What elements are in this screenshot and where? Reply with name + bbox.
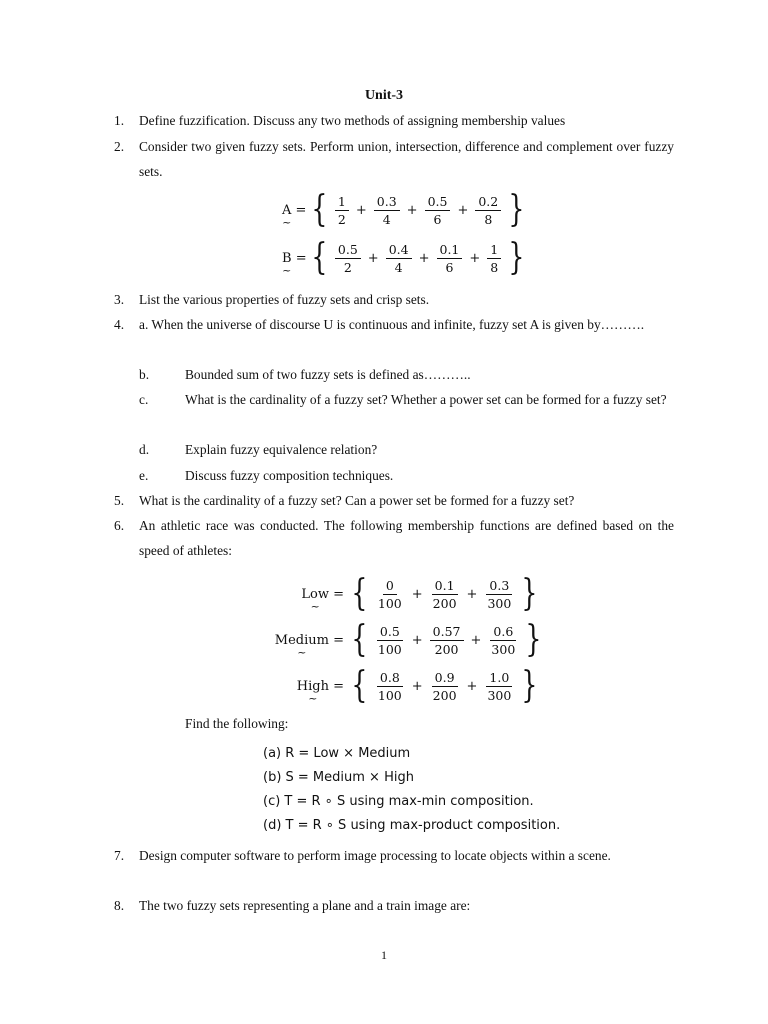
close-brace: } — [508, 189, 525, 230]
element-value: 8 — [484, 211, 493, 227]
element-value: 200 — [432, 687, 457, 703]
subpart-label: b. — [139, 367, 150, 382]
element-value: 100 — [377, 595, 402, 611]
question-5 — [114, 488, 674, 513]
set-equation-high: High ~ = { $\frac{0.8}{100}$ + $\frac{0.9}{200}$ + $\frac{1.0}{300}$ } — [268, 668, 541, 704]
set-name: A ~ — [282, 203, 291, 218]
membership-value: 0 — [383, 578, 397, 595]
question-text: List the various properties of fuzzy sets and crisp sets. — [139, 292, 430, 307]
question-7 — [114, 843, 674, 868]
membership-term — [487, 242, 501, 275]
membership-term — [475, 194, 501, 227]
membership-value: 1 — [487, 242, 501, 259]
element-value: 100 — [377, 687, 402, 703]
subpart-text: What is the cardinality of a fuzzy set? Whether a power set can be formed for a fuzzy set? — [185, 392, 667, 407]
membership-term — [484, 578, 514, 611]
element-value: 4 — [394, 259, 403, 275]
membership-term — [374, 194, 400, 227]
close-brace: } — [521, 573, 538, 614]
membership-term — [430, 670, 460, 703]
set-name: B ~ — [282, 251, 292, 266]
subpart-label: d. — [139, 442, 150, 457]
membership-value: 0.2 — [475, 194, 501, 211]
set-equation-low: Low ~ = { $\frac{0}{100}$ + $\frac{0.1}{200}$ + $\frac{0.3}{300}$ } — [268, 576, 541, 612]
element-value: 200 — [434, 641, 459, 657]
question-number: 5. — [114, 493, 125, 508]
plus-sign: + — [466, 586, 478, 602]
plus-sign: + — [470, 632, 482, 648]
question-number: 1. — [114, 113, 125, 128]
close-brace: } — [521, 665, 538, 706]
find-item-c: (c) T = R ∘ S using max-min composition. — [263, 794, 534, 809]
element-value: 300 — [491, 641, 516, 657]
question-number: 6. — [114, 518, 125, 533]
plus-sign: + — [457, 202, 469, 218]
question-text: Design computer software to perform image processing to locate objects within a scene. — [139, 848, 611, 863]
question-text: What is the cardinality of a fuzzy set? Can a power set be formed for a fuzzy set? — [139, 493, 575, 508]
element-value: 300 — [487, 687, 512, 703]
find-item-b: (b) S = Medium × High — [263, 770, 414, 785]
membership-term — [375, 624, 405, 657]
membership-term — [375, 578, 405, 611]
element-value: 4 — [382, 211, 391, 227]
question-4 — [114, 312, 674, 337]
open-brace: { — [351, 573, 368, 614]
membership-term — [375, 670, 405, 703]
find-item-d: (d) T = R ∘ S using max-product composition. — [263, 818, 561, 833]
page-title: Unit-3 — [364, 88, 404, 103]
element-value: 6 — [433, 211, 442, 227]
page-number: 1 — [381, 948, 387, 962]
membership-value: 0.5 — [335, 242, 361, 259]
membership-term — [425, 194, 451, 227]
membership-term — [335, 242, 361, 275]
question-text: Consider two given fuzzy sets. Perform union, intersection, difference and complement over fuzzy sets. — [139, 139, 674, 179]
plus-sign: + — [406, 202, 418, 218]
plus-sign: + — [469, 250, 481, 266]
subpart-c — [139, 387, 674, 412]
question-6 — [114, 513, 674, 563]
question-1 — [114, 108, 674, 133]
membership-value: 0.8 — [377, 670, 403, 687]
membership-term — [430, 578, 460, 611]
plus-sign: + — [411, 678, 423, 694]
plus-sign: + — [411, 632, 423, 648]
question-8 — [114, 893, 674, 918]
close-brace: } — [508, 237, 525, 278]
membership-term — [437, 242, 463, 275]
question-number: 2. — [114, 139, 125, 154]
question-number: 3. — [114, 292, 125, 307]
subpart-text: Explain fuzzy equivalence relation? — [185, 442, 378, 457]
plus-sign: + — [367, 250, 379, 266]
find-item-a: (a) R = Low × Medium — [263, 746, 411, 761]
membership-term — [488, 624, 518, 657]
membership-value: 0.6 — [490, 624, 516, 641]
question-number: 7. — [114, 848, 125, 863]
set-name: Low ~ — [301, 587, 329, 602]
subpart-text: Bounded sum of two fuzzy sets is defined as……….. — [185, 367, 471, 382]
plus-sign: + — [411, 586, 423, 602]
question-text: An athletic race was conducted. The following membership functions are defined based on the speed of athletes: — [139, 518, 674, 558]
element-value: 2 — [343, 259, 352, 275]
membership-term — [430, 624, 464, 657]
plus-sign: + — [418, 250, 430, 266]
close-brace: } — [525, 619, 542, 660]
plus-sign: + — [355, 202, 367, 218]
set-name: Medium ~ — [275, 633, 329, 648]
element-value: 2 — [337, 211, 346, 227]
question-2 — [114, 134, 674, 184]
question-text: Define fuzzification. Discuss any two methods of assigning membership values — [139, 113, 566, 128]
membership-value: 1 — [335, 194, 349, 211]
set-equation-medium: Medium ~ = { $\frac{0.5}{100}$ + $\frac{0.57}{200}$ + $\frac{0.6}{300}$ } — [268, 622, 545, 658]
membership-value: 0.1 — [437, 242, 463, 259]
plus-sign: + — [466, 678, 478, 694]
question-text: The two fuzzy sets representing a plane and a train image are: — [139, 898, 471, 913]
set-equation-b: B ~ = { $\frac{0.5}{2}$ + $\frac{0.4}{4}$ + $\frac{0.1}{6}$ + $\frac{1}{8}$ } — [282, 240, 528, 276]
question-text: a. When the universe of discourse U is continuous and infinite, fuzzy set A is given by………. — [139, 317, 645, 332]
membership-value: 0.5 — [377, 624, 403, 641]
question-3 — [114, 287, 674, 312]
membership-term — [386, 242, 412, 275]
element-value: 8 — [490, 259, 499, 275]
element-value: 6 — [445, 259, 454, 275]
open-brace: { — [311, 189, 328, 230]
subpart-text: Discuss fuzzy composition techniques. — [185, 468, 394, 483]
question-number: 8. — [114, 898, 125, 913]
subpart-label: c. — [139, 392, 149, 407]
subpart-d — [139, 437, 674, 462]
membership-value: 1.0 — [486, 670, 512, 687]
set-equation-a: A ~ = { $\frac{1}{2}$ + $\frac{0.3}{4}$ + $\frac{0.5}{6}$ + $\frac{0.2}{8}$ } — [282, 192, 528, 228]
element-value: 300 — [487, 595, 512, 611]
element-value: 100 — [377, 641, 402, 657]
open-brace: { — [311, 237, 328, 278]
question-number: 4. — [114, 317, 125, 332]
subpart-b — [139, 362, 674, 387]
open-brace: { — [351, 665, 368, 706]
membership-value: 0.57 — [430, 624, 464, 641]
membership-term — [335, 194, 349, 227]
membership-term — [484, 670, 514, 703]
set-name: High ~ — [297, 679, 329, 694]
membership-value: 0.3 — [486, 578, 512, 595]
membership-value: 0.4 — [386, 242, 412, 259]
open-brace: { — [351, 619, 368, 660]
membership-value: 0.9 — [432, 670, 458, 687]
subpart-e — [139, 463, 674, 488]
membership-value: 0.1 — [432, 578, 458, 595]
find-label: Find the following: — [185, 716, 289, 731]
membership-value: 0.3 — [374, 194, 400, 211]
membership-value: 0.5 — [425, 194, 451, 211]
subpart-label: e. — [139, 468, 149, 483]
element-value: 200 — [432, 595, 457, 611]
